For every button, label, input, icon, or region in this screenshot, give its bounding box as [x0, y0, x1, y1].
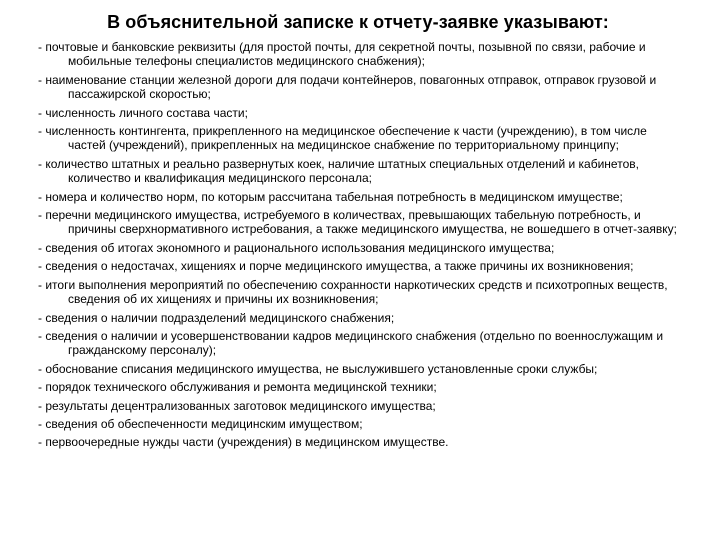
list-item: - сведения о наличии и усовершенствовании кадров медицинского снабжения (отдельно по военнослужащим и гражданскому персоналу); — [38, 328, 664, 358]
list-item: - результаты децентрализованных заготовок медицинского имущества; — [38, 398, 436, 413]
list-item: - численность личного состава части; — [38, 105, 248, 120]
list-item: - обоснование списания медицинского имущества, не выслужившего установленные сроки службы; — [38, 361, 598, 376]
list-item: - сведения о недостачах, хищениях и порче медицинского имущества, а также причины их возникновения; — [38, 259, 634, 274]
list-item: - перечни медицинского имущества, истребуемого в количествах, превышающих табельную потребность, и причины сверхнормативного истребования, а также медицинского имущества, не вошедшего в отчет-заявку; — [38, 208, 677, 237]
list-item: - почтовые и банковские реквизиты (для простой почты, для секретной почты, позывной по связи, рабочие и мобильные телефоны специалистов медицинского снабжения); — [38, 40, 646, 69]
list-item: - итоги выполнения мероприятий по обеспечению сохранности наркотических средств и психотропных веществ, сведения об их хищениях и причины их возникновения; — [38, 277, 668, 307]
list-item: - сведения об итогах экономного и рационального использования медицинского имущества; — [38, 240, 555, 255]
list-item: - количество штатных и реально развернутых коек, наличие штатных специальных отделений и кабинетов, количество и квалификация медицинского персонала; — [38, 156, 639, 186]
list-item: - первоочередные нужды части (учреждения) в медицинском имуществе. — [38, 435, 449, 450]
list-item: - порядок технического обслуживания и ремонта медицинской техники; — [38, 380, 437, 395]
list-item: - номера и количество норм, по которым рассчитана табельная потребность в медицинском имуществе; — [38, 189, 623, 204]
requirements-list — [38, 40, 678, 450]
list-item: - численность контингента, прикрепленного на медицинское обеспечение к части (учреждению), в том числе частей (учреждений), прикрепленных на медицинское снабжение по территориальному принципу; — [38, 124, 647, 153]
list-item: - сведения об обеспеченности медицинским имуществом; — [38, 416, 363, 431]
list-item: - сведения о наличии подразделений медицинского снабжения; — [38, 310, 395, 325]
list-item: - наименование станции железной дороги для подачи контейнеров, повагонных отправок, отправок грузовой и пассажирской скоростью; — [38, 72, 657, 102]
document-title: В объяснительной записке к отчету-заявке указывают: — [107, 12, 609, 32]
